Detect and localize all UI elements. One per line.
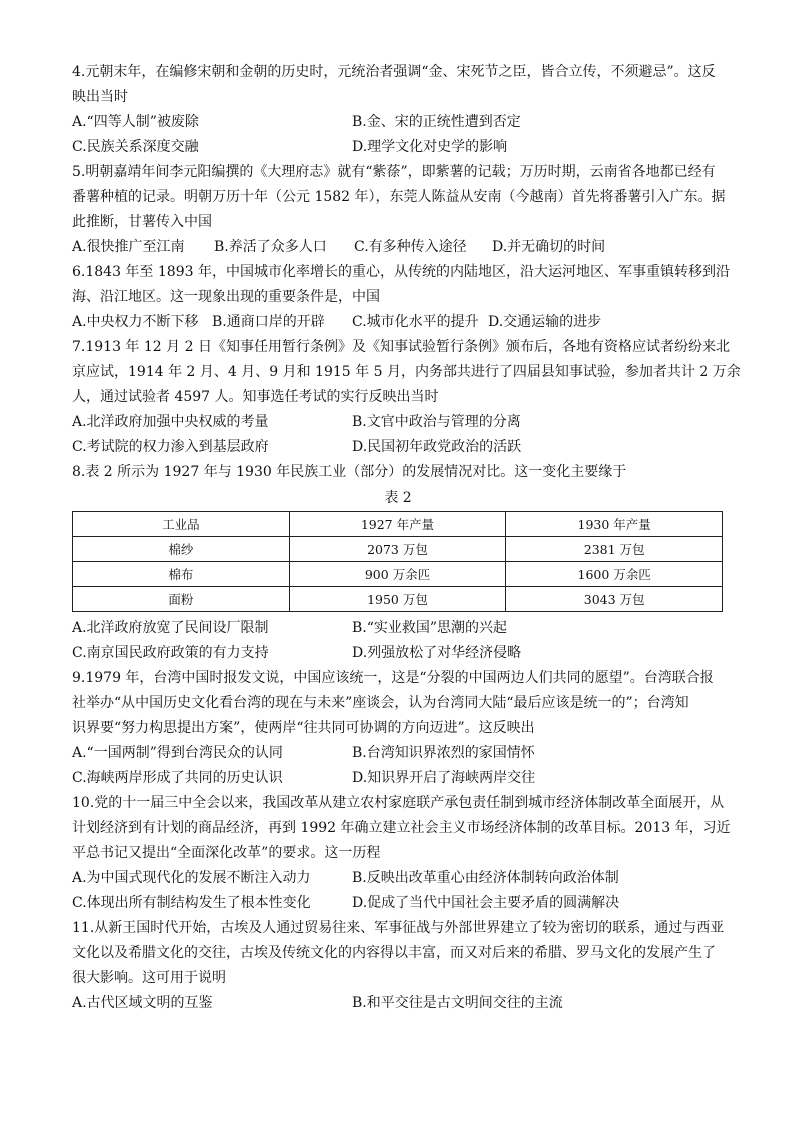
table-cell: 2381 万包 (506, 537, 723, 562)
option-b: B.养活了众多人口 (214, 239, 327, 255)
option-row (72, 866, 724, 891)
table-cell: 3043 万包 (506, 587, 723, 612)
option-d: D.并无确切的时间 (492, 239, 606, 255)
option-b: B.反映出改革重心由经济体制转向政治体制 (352, 870, 619, 886)
table-cell: 2073 万包 (289, 537, 506, 562)
table-cell: 棉布 (73, 562, 290, 587)
question-stem-line: 很大影响。这可用于说明 (72, 970, 226, 986)
question-stem-line: 海、沿江地区。这一现象出现的重要条件是，中国 (72, 289, 380, 305)
option-row (72, 310, 724, 335)
question-4 (72, 60, 724, 160)
option-d: D.列强放松了对华经济侵略 (352, 645, 522, 661)
table-header-cell: 1927 年产量 (289, 512, 506, 537)
option-row (72, 135, 724, 160)
option-d: D.知识界开启了海峡两岸交往 (352, 770, 536, 786)
option-a: A.中央权力不断下移 (72, 314, 199, 330)
option-d: D.理学文化对史学的影响 (352, 139, 508, 155)
option-c: C.海峡两岸形成了共同的历史认识 (72, 770, 283, 786)
option-d: D.民国初年政党政治的活跃 (352, 439, 522, 455)
option-b: B.台湾知识界浓烈的家国情怀 (352, 745, 535, 761)
question-stem-line: 番薯种植的记录。明朝万历十年（公元 1582 年），东莞人陈益从安南（今越南）首先将番薯引入广东。据 (72, 189, 726, 205)
question-stem-line: 映出当时 (72, 89, 128, 105)
option-b: B.“实业救国”思潮的兴起 (352, 620, 508, 636)
option-row (72, 410, 724, 435)
production-table (72, 511, 723, 612)
table-caption: 表 2 (384, 490, 412, 506)
table-cell: 1950 万包 (289, 587, 506, 612)
question-stem-line: 7.1913 年 12 月 2 日《知事任用暂行条例》及《知事试验暂行条例》颁布后，各地有资格应试者纷纷来北 (72, 339, 730, 355)
option-c: C.体现出所有制结构发生了根本性变化 (72, 895, 311, 911)
question-stem-line: 9.1979 年，台湾中国时报发文说，中国应该统一，这是“分裂的中国两边人们共同的愿望”。台湾联合报 (72, 670, 714, 686)
option-a: A.为中国式现代化的发展不断注入动力 (72, 870, 311, 886)
question-stem-line: 6.1843 年至 1893 年，中国城市化率增长的重心，从传统的内陆地区，沿大运河地区、军事重镇转移到沿 (72, 264, 730, 280)
option-row (72, 235, 724, 260)
question-stem-line: 4.元朝末年，在编修宋朝和金朝的历史时，元统治者强调“金、宋死节之臣，皆合立传，不须避忌”。这反 (72, 64, 716, 80)
question-stem-line: 识界要“努力构思提出方案”，使两岸“往共同可协调的方向迈进”。这反映出 (72, 720, 535, 736)
option-b: B.通商口岸的开辟 (212, 314, 325, 330)
option-b: B.文官中政治与管理的分离 (352, 414, 521, 430)
table-cell: 1600 万余匹 (506, 562, 723, 587)
question-stem-line: 平总书记又提出“全面深化改革”的要求。这一历程 (72, 845, 381, 861)
option-c: C.城市化水平的提升 (352, 314, 479, 330)
option-c: C.民族关系深度交融 (72, 139, 199, 155)
option-a: A.古代区域文明的互鉴 (72, 995, 213, 1011)
question-8 (72, 460, 724, 666)
table-cell: 面粉 (73, 587, 290, 612)
option-d: D.交通运输的进步 (488, 314, 602, 330)
option-b: B.和平交往是古文明间交往的主流 (352, 995, 563, 1011)
option-row (72, 110, 724, 135)
option-c: C.南京国民政府政策的有力支持 (72, 645, 269, 661)
option-d: D.促成了当代中国社会主要矛盾的圆满解决 (352, 895, 620, 911)
question-stem-line: 8.表 2 所示为 1927 年与 1930 年民族工业（部分）的发展情况对比。这一变化主要缘于 (72, 464, 627, 480)
question-9 (72, 666, 724, 791)
option-row (72, 741, 724, 766)
table-header-cell: 1930 年产量 (506, 512, 723, 537)
exam-page (72, 60, 741, 1016)
option-c: C.有多种传入途径 (354, 239, 467, 255)
table-cell: 棉纱 (73, 537, 290, 562)
option-row (72, 616, 724, 641)
option-row (72, 766, 724, 791)
question-10 (72, 791, 731, 916)
question-stem-line: 11.从新王国时代开始，古埃及人通过贸易往来、军事征战与外部世界建立了较为密切的联系，通过与西亚 (72, 920, 725, 936)
table-row (73, 562, 723, 587)
question-stem-line: 计划经济到有计划的商品经济，再到 1992 年确立建立社会主义市场经济体制的改革目标。2013 年，习近 (72, 820, 731, 836)
question-stem-line: 5.明朝嘉靖年间李元阳编撰的《大理府志》就有“紫蒣”，即紫薯的记载；万历时期，云南省各地都已经有 (72, 164, 716, 180)
option-a: A.“一国两制”得到台湾民众的认同 (72, 745, 283, 761)
option-row (72, 991, 724, 1016)
question-stem-line: 人，通过试验者 4597 人。知事选任考试的实行反映出当时 (72, 389, 439, 405)
question-stem-line: 社举办“从中国历史文化看台湾的现在与未来”座谈会，认为台湾同大陆“最后应该是统一的”；台湾知 (72, 695, 689, 711)
question-stem-line: 此推断，甘薯传入中国 (72, 214, 212, 230)
table-row (73, 587, 723, 612)
question-6 (72, 260, 730, 335)
question-7 (72, 335, 741, 460)
question-stem-line: 10.党的十一届三中全会以来，我国改革从建立农村家庭联产承包责任制到城市经济体制改革全面展开，从 (72, 795, 725, 811)
table-header-row (73, 512, 723, 537)
table-header-cell: 工业品 (73, 512, 290, 537)
option-a: A.很快推广至江南 (72, 239, 185, 255)
option-b: B.金、宋的正统性遭到否定 (352, 114, 521, 130)
option-a: A.“四等人制”被废除 (72, 114, 199, 130)
option-row (72, 891, 724, 916)
table-row (73, 537, 723, 562)
table-cell: 900 万余匹 (289, 562, 506, 587)
option-row (72, 641, 724, 666)
option-a: A.北洋政府加强中央权威的考量 (72, 414, 269, 430)
question-stem-line: 京应试，1914 年 2 月、4 月、9 月和 1915 年 5 月，内务部共进行了四届县知事试验，参加者共计 2 万余 (72, 364, 741, 380)
question-5 (72, 160, 724, 260)
option-c: C.考试院的权力渗入到基层政府 (72, 439, 269, 455)
question-stem-line: 文化以及希腊文化的交往，古埃及传统文化的内容得以丰富，而又对后来的希腊、罗马文化的发展产生了 (72, 945, 716, 961)
option-a: A.北洋政府放宽了民间设厂限制 (72, 620, 269, 636)
question-11 (72, 916, 724, 1016)
option-row (72, 435, 724, 460)
